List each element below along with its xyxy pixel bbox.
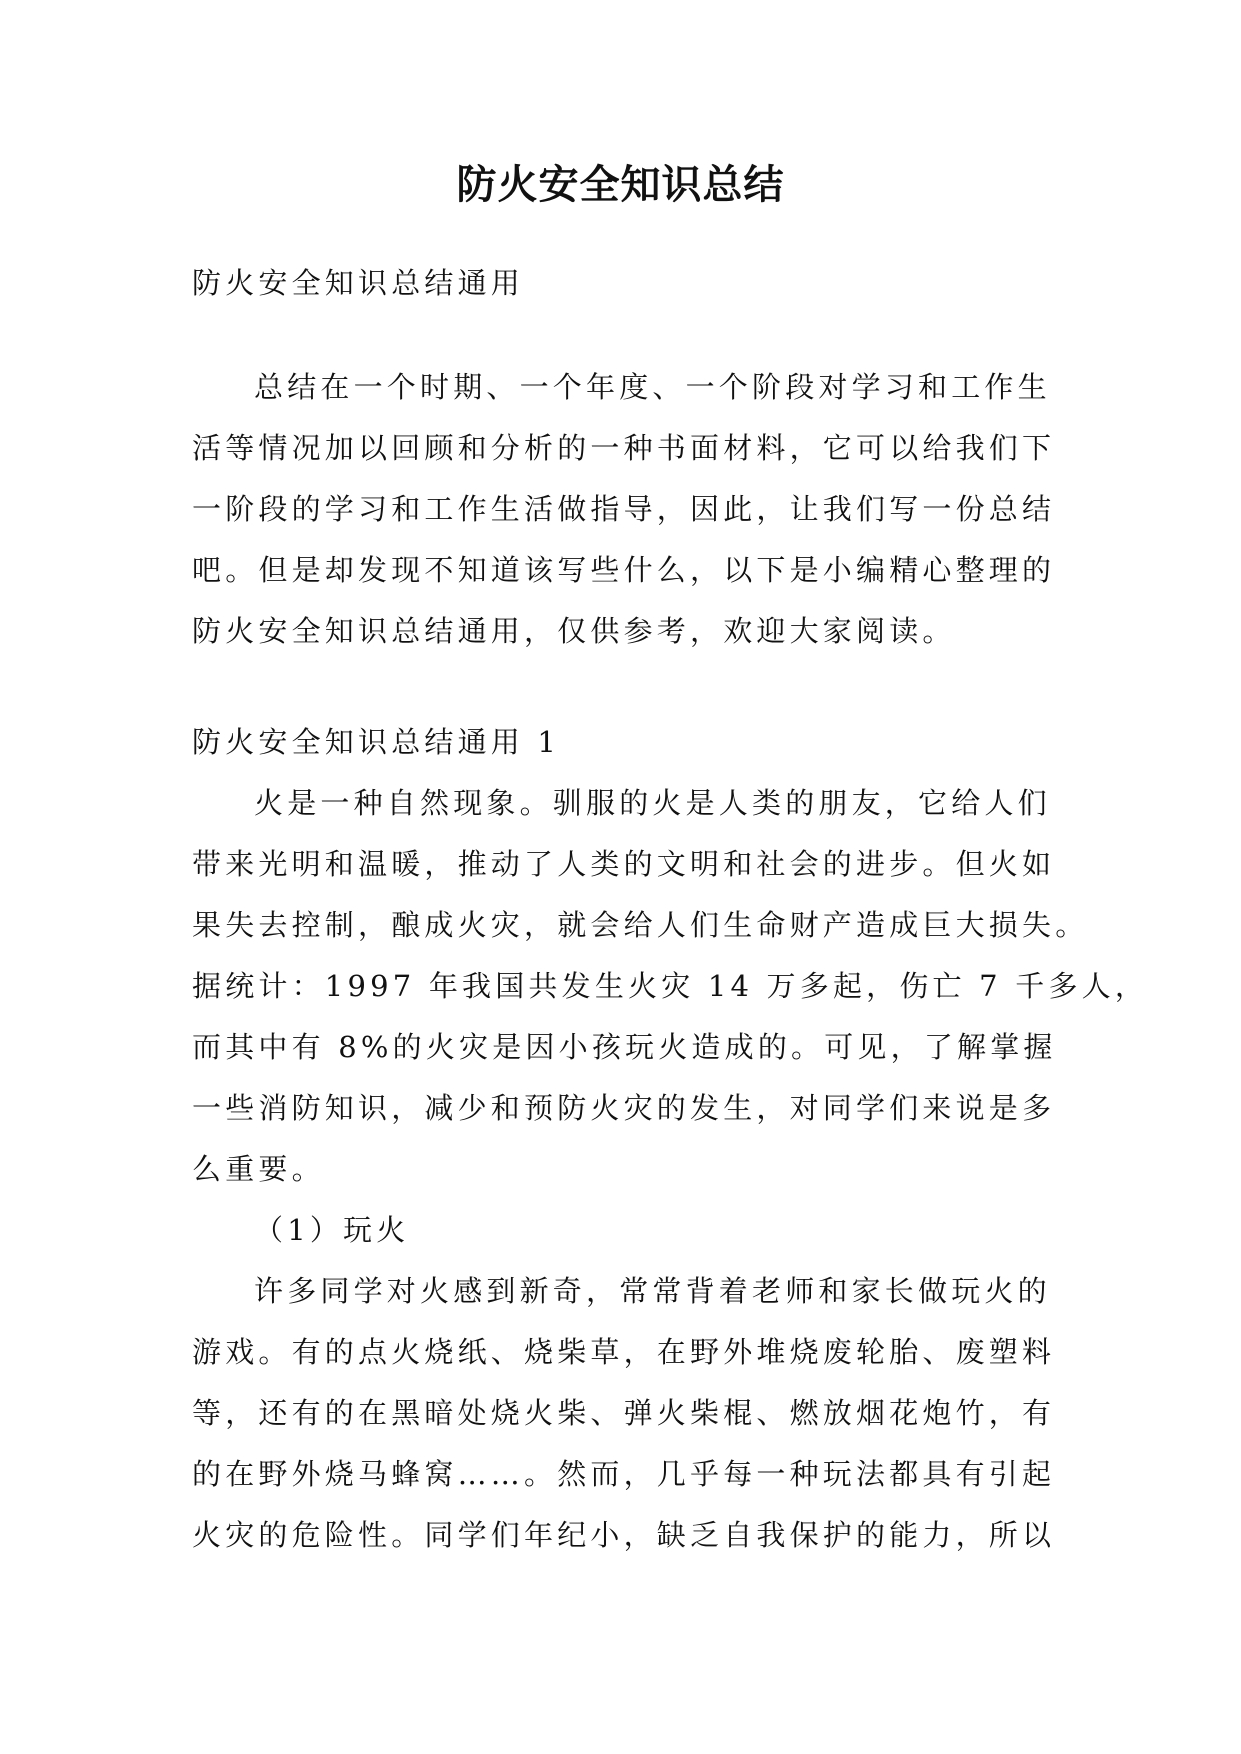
paragraph-line: 许多同学对火感到新奇，常常背着老师和家长做玩火的	[254, 1274, 1051, 1308]
item-heading: （1）玩火	[254, 1213, 410, 1247]
paragraph-line: 火是一种自然现象。驯服的火是人类的朋友，它给人们	[254, 786, 1051, 820]
document-subtitle: 防火安全知识总结通用	[192, 266, 525, 300]
paragraph-line: 的在野外烧马蜂窝……。然而，几乎每一种玩法都具有引起	[192, 1457, 1056, 1491]
paragraph-line: 游戏。有的点火烧纸、烧柴草，在野外堆烧废轮胎、废塑料	[192, 1335, 1056, 1369]
paragraph-line: 么重要。	[192, 1152, 325, 1186]
paragraph-line: 一阶段的学习和工作生活做指导，因此，让我们写一份总结	[192, 492, 1056, 526]
paragraph-line: 而其中有 8%的火灾是因小孩玩火造成的。可见，了解掌握	[192, 1030, 1057, 1064]
document-title: 防火安全知识总结	[456, 161, 785, 208]
paragraph-line: 火灾的危险性。同学们年纪小，缺乏自我保护的能力，所以	[192, 1518, 1056, 1552]
section-heading: 防火安全知识总结通用 1	[192, 725, 561, 759]
paragraph-line: 果失去控制，酿成火灾，就会给人们生命财产造成巨大损失。	[192, 908, 1089, 942]
paragraph-line: 吧。但是却发现不知道该写些什么，以下是小编精心整理的	[192, 553, 1056, 587]
paragraph-line: 总结在一个时期、一个年度、一个阶段对学习和工作生	[254, 370, 1051, 404]
paragraph-line: 一些消防知识，减少和预防火灾的发生，对同学们来说是多	[192, 1091, 1056, 1125]
paragraph-line: 防火安全知识总结通用，仅供参考，欢迎大家阅读。	[192, 614, 956, 648]
paragraph-line: 活等情况加以回顾和分析的一种书面材料，它可以给我们下	[192, 431, 1056, 465]
paragraph-line: 带来光明和温暖，推动了人类的文明和社会的进步。但火如	[192, 847, 1056, 881]
paragraph-line: 等，还有的在黑暗处烧火柴、弹火柴棍、燃放烟花炮竹，有	[192, 1396, 1056, 1430]
paragraph-line: 据统计：1997 年我国共发生火灾 14 万多起，伤亡 7 千多人，	[192, 969, 1149, 1003]
